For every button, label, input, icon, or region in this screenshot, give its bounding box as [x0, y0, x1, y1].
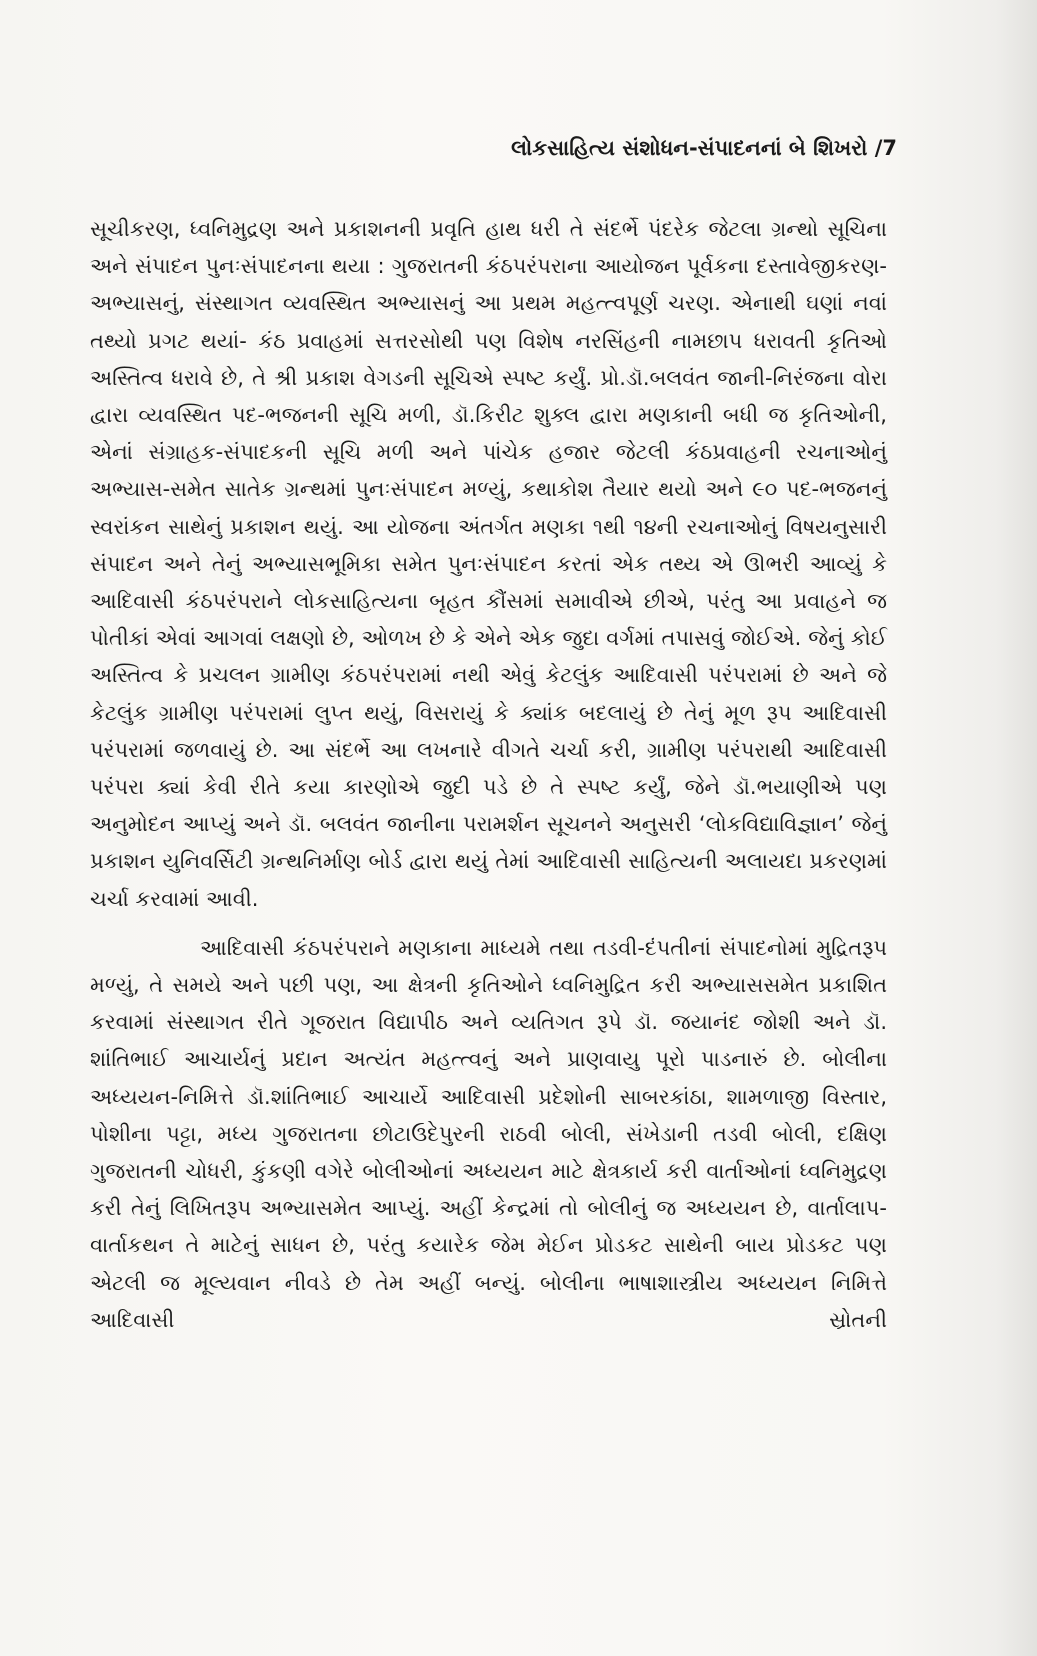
paragraph-2-text: આદિવાસી કંઠપરંપરાને મણકાના માધ્યમે તથા તડવી-દંપતીનાં સંપાદનોમાં મુદ્રિતરૂપ મળ્યું, તે સમયે અને પછી પણ, આ ક્ષેત્રની કૃતિઓને ધ્વનિમુદ્રિત કરી અભ્યાસસમેત પ્રકાશિત કરવામાં સંસ્થાગત રીતે ગૂજરાત વિદ્યાપીઠ અને વ્યતિગત રૂપે ડૉ. જયાનંદ જોશી અને ડૉ. શાંતિભાઈ આચાર્યનું પ્રદાન અત્યંત મહત્ત્વનું અને પ્રાણવાયુ પૂરો પાડનારું છે. બોલીના અધ્યયન-નિમિત્તે ડૉ.શાંતિભાઈ આચાર્યે આદિવાસી પ્રદેશોની સાબરકાંઠા, શામળાજી વિસ્તાર, પોશીના પટ્ટા, મધ્ય ગુજરાતના છોટાઉદેપુરની રાઠવી બોલી, સંખેડાની તડવી બોલી, દક્ષિણ ગુજરાતની ચોધરી, કુંકણી વગેરે બોલીઓનાં અધ્યયન માટે ક્ષેત્રકાર્ય કરી વાર્તાઓનાં ધ્વનિમુદ્રણ કરી તેનું લિખિતરૂપ અભ્યાસમેત આપ્યું. અહીં કેન્દ્રમાં તો બોલીનું જ અધ્યયન છે, વાર્તાલાપ-વાર્તાકથન તે માટેનું સાધન છે, પરંતુ કયારેક જેમ મેઈન પ્રોડકટ સાથેની બાય પ્રોડકટ પણ એટલી જ મૂલ્યવાન નીવડે છે તેમ અહીં બન્યું. બોલીના ભાષાશાસ્ત્રીય અધ્યયન નિમિત્તે આદિવાસી સ્રોતની [90, 935, 887, 1332]
running-header: લોકસાહિત્ય સંશોધન-સંપાદનનાં બે શિખરો /7 [511, 136, 897, 160]
paragraph-2 [90, 930, 887, 1339]
body-text [90, 211, 887, 1339]
paragraph-1-text: સૂચીકરણ, ધ્વનિમુદ્રણ અને પ્રકાશનની પ્રવૃતિ હાથ ધરી તે સંદર્ભે પંદરેક જેટલા ગ્રન્થો સૂચિના અને સંપાદન પુનઃસંપાદનના થયા : ગુજરાતની કંઠપરંપરાના આયોજન પૂર્વકના દસ્તાવેજીકરણ-અભ્યાસનું, સંસ્થાગત વ્યવસ્થિત અભ્યાસનું આ પ્રથમ મહત્ત્વપૂર્ણ ચરણ. એનાથી ઘણાં નવાં તથ્યો પ્રગટ થયાં- કંઠ પ્રવાહમાં સત્તરસોથી પણ વિશેષ નરસિંહની નામછાપ ધરાવતી કૃતિઓ અસ્તિત્વ ધરાવે છે, તે શ્રી પ્રકાશ વેગડની સૂચિએ સ્પષ્ટ કર્યું. પ્રો.ડૉ.બલવંત જાની-નિરંજના વોરા દ્વારા વ્યવસ્થિત પદ-ભજનની સૂચિ મળી, ડૉ.કિરીટ શુક્લ દ્વારા મણકાની બધી જ કૃતિઓની, એનાં સંગ્રાહક-સંપાદકની સૂચિ મળી અને પાંચેક હજાર જેટલી કંઠપ્રવાહની રચનાઓનું અભ્યાસ-સમેત સાતેક ગ્રન્થમાં પુનઃસંપાદન મળ્યું, કથાકોશ તૈયાર થયો અને ૯૦ પદ-ભજનનું સ્વરાંકન સાથેનું પ્રકાશન થયું. આ યોજના અંતર્ગત મણકા ૧થી ૧૪ની રચનાઓનું વિષયનુસારી સંપાદન અને તેનું અભ્યાસભૂમિકા સમેત પુનઃસંપાદન કરતાં એક તથ્ય એ ઊભરી આવ્યું કે આદિવાસી કંઠપરંપરાને લોકસાહિત્યના બૃહત કૌંસમાં સમાવીએ છીએ, પરંતુ આ પ્રવાહને જ પોતીકાં એવાં આગવાં લક્ષણો છે, ઓળખ છે કે એને એક જુદા વર્ગમાં તપાસવું જોઈએ. જેનું કોઈ અસ્તિત્વ કે પ્રચલન ગ્રામીણ કંઠપરંપરામાં નથી એવું કેટલુંક આદિવાસી પરંપરામાં છે અને જે કેટલુંક ગ્રામીણ પરંપરામાં લુપ્ત થયું, વિસરાયું કે ક્યાંક બદલાયું છે તેનું મૂળ રૂપ આદિવાસી પરંપરામાં જળવાયું છે. આ સંદર્ભે આ લખનારે વીગતે ચર્ચા કરી, ગ્રામીણ પરંપરાથી આદિવાસી પરંપરા ક્યાં કેવી રીતે કયા કારણોએ જુદી પડે છે તે સ્પષ્ટ કર્યું, જેને ડૉ.ભયાણીએ પણ અનુમોદન આપ્યું અને ડૉ. બલવંત જાનીના પરામર્શન સૂચનને અનુસરી ‘લોકવિદ્યાવિજ્ઞાન’ જેનું પ્રકાશન યુનિવર્સિટી ગ્રન્થનિર્માણ બોર્ડ દ્વારા થયું તેમાં આદિવાસી સાહિત્યની અલાયદા પ્રકરણમાં ચર્ચા કરવામાં આવી. [90, 217, 887, 911]
paragraph-1 [90, 211, 887, 918]
